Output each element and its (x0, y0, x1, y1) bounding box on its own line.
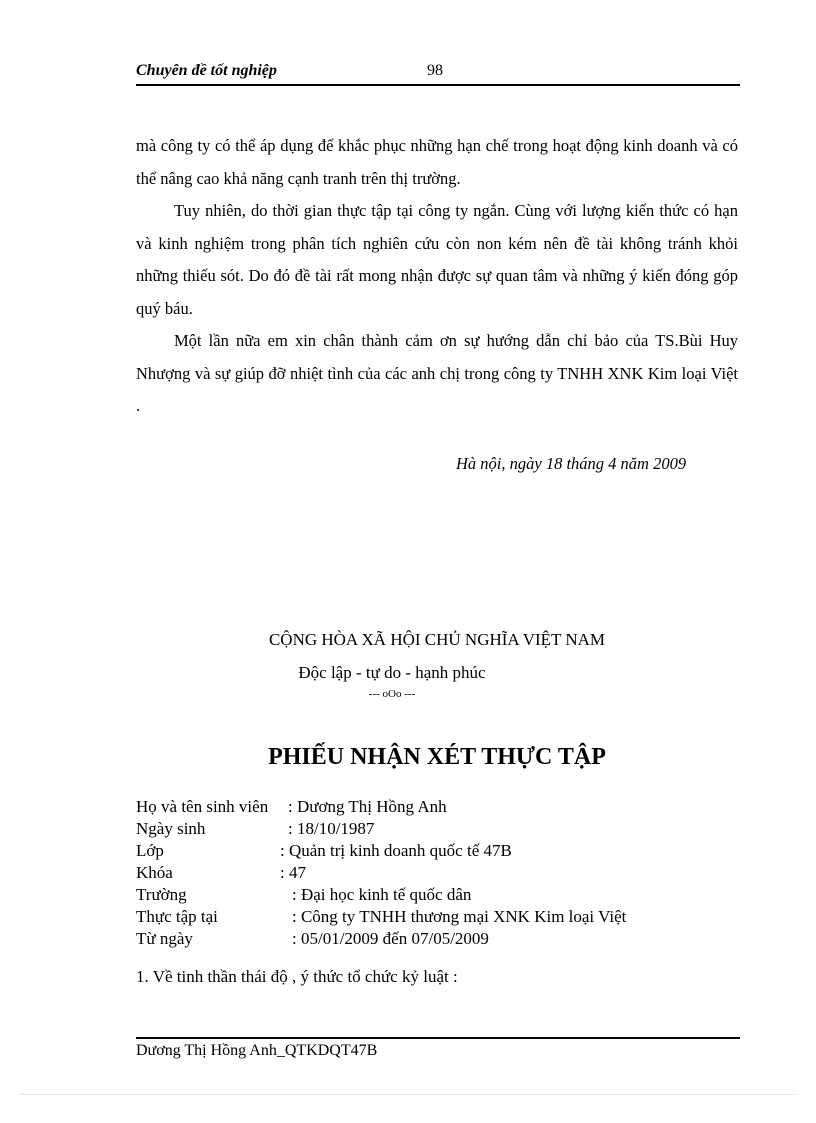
footer-rule (136, 1037, 740, 1039)
page-header (136, 62, 740, 86)
class-value: : Quản trị kinh doanh quốc tế 47B (280, 841, 512, 860)
paragraph-3: Một lần nữa em xin chân thành cảm ơn sự hướng dẫn chỉ bảo của TS.Bùi Huy Nhượng và sự giúp đỡ nhiệt tình của các anh chị trong công ty TNHH XNK Kim loại Việt . (136, 331, 738, 415)
paragraph-1: mà công ty có thể áp dụng để khắc phục những hạn chế trong hoạt động kinh doanh và có thể nâng cao khả năng cạnh tranh trên thị trường. (136, 136, 738, 188)
intern-value: : Công ty TNHH thương mại XNK Kim loại Việt (292, 907, 627, 926)
name-value: : Dương Thị Hồng Anh (288, 797, 447, 816)
page-edge (20, 1094, 796, 1095)
ornament-divider: --- oOo --- (368, 688, 416, 700)
paragraph-2: Tuy nhiên, do thời gian thực tập tại công ty ngắn. Cùng với lượng kiến thức có hạn và kinh nghiệm trong phân tích nghiên cứu còn non kém nên đề tài không tránh khỏi những thiếu sót. Do đó đề tài rất mong nhận được sự quan tâm và những ý kiến đóng góp quý báu. (136, 201, 738, 318)
body-text (136, 130, 738, 423)
page-number: 98 (427, 62, 443, 79)
school-value: : Đại học kinh tế quốc dân (292, 885, 472, 904)
question-1: 1. Về tinh thần thái độ , ý thức tổ chức kỷ luật : (136, 967, 458, 986)
class-label: Lớp (136, 841, 164, 860)
dob-value: : 18/10/1987 (288, 819, 375, 838)
from-label: Từ ngày (136, 929, 193, 948)
header-title: Chuyên đề tốt nghiệp (136, 62, 277, 79)
nation-motto: Độc lập - tự do - hạnh phúc (298, 663, 486, 682)
nation-title: CỘNG HÒA XÃ HỘI CHỦ NGHĨA VIỆT NAM (268, 630, 606, 649)
form-title: PHIẾU NHẬN XÉT THỰC TẬP (268, 744, 606, 770)
date-line: Hà nội, ngày 18 tháng 4 năm 2009 (456, 454, 687, 473)
school-label: Trường (136, 885, 187, 904)
from-value: : 05/01/2009 đến 07/05/2009 (292, 929, 489, 948)
name-label: Họ và tên sinh viên (136, 797, 269, 816)
footer-author: Dương Thị Hồng Anh_QTKDQT47B (136, 1042, 378, 1059)
course-value: : 47 (280, 863, 306, 882)
course-label: Khóa (136, 863, 173, 882)
dob-label: Ngày sinh (136, 819, 206, 838)
intern-label: Thực tập tại (136, 907, 218, 926)
